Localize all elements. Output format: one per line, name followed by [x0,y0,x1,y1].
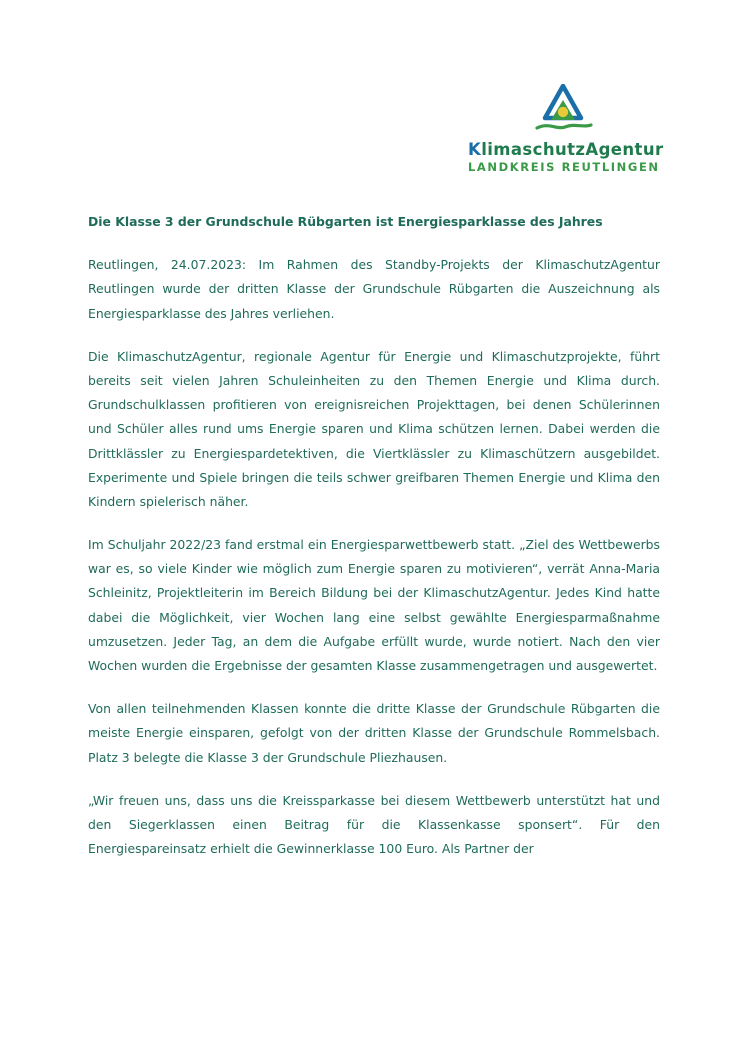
organization-logo [468,84,664,174]
page-title: Die Klasse 3 der Grundschule Rübgarten ist Energiesparklasse des Jahres [88,214,603,229]
document-body [88,212,660,861]
paragraph-1: Reutlingen, 24.07.2023: Im Rahmen des Standby-Projekts der KlimaschutzAgentur Reutlingen wurde der dritten Klasse der Grundschule Rübgarten die Auszeichnung als Energiesparklasse des Jahres verliehen. [88,257,660,321]
paragraph-5: „Wir freuen uns, dass uns die Kreissparkasse bei diesem Wettbewerb unterstützt hat und den Siegerklassen einen Beitrag für die Klassenkasse sponsert“. Für den Energiespareinsatz erhielt die Gewinnerklasse 100 Euro. Als Partner der [88,792,660,857]
logo-title-rest: limaschutzAgentur [481,140,664,159]
logo-subtitle: LANDKREIS REUTLINGEN [468,159,660,174]
logo-title [468,140,664,159]
logo-title-initial: K [468,140,482,159]
paragraph-4: Von allen teilnehmenden Klassen konnte die dritte Klasse der Grundschule Rübgarten die meiste Energie einsparen, gefolgt von der dritten Klasse der Grundschule Rommelsbach. Platz 3 belegte die Klasse 3 der Grundschule Pliezhausen. [88,701,660,765]
paragraph-3: Im Schuljahr 2022/23 fand erstmal ein Energiesparwettbewerb statt. „Ziel des Wettbewerbs war es, so viele Kinder wie möglich zum Energie sparen zu motivieren“, verrät Anna-Maria Schleinitz, Projektleiterin im Bereich Bildung bei der KlimaschutzAgentur. Jedes Kind hatte dabei die Möglichkeit, vier Wochen lang eine selbst gewählte Energiesparmaßnahme umzusetzen. Jeder Tag, an dem die Aufgabe erfüllt wurde, wurde notiert. Nach den vier Wochen wurden die Ergebnisse der gesamten Klasse zusammengetragen und ausgewertet. [88,537,660,674]
triangle-mountain-logo-icon [531,84,595,136]
paragraph-2: Die KlimaschutzAgentur, regionale Agentur für Energie und Klimaschutzprojekte, führt bereits seit vielen Jahren Schuleinheiten zu den Themen Energie und Klima durch. Grundschulklassen profitieren von ereignisreichen Projekttagen, bei denen Schülerinnen und Schüler alles rund ums Energie sparen und Klima schützen lernen. Dabei werden die Drittklässler zu Energiespardetektiven, die Viertklässler zu Klimaschützern ausgebildet. Experimente und Spiele bringen die teils schwer greifbaren Themen Energie und Klima den Kindern spielerisch näher. [88,348,660,509]
